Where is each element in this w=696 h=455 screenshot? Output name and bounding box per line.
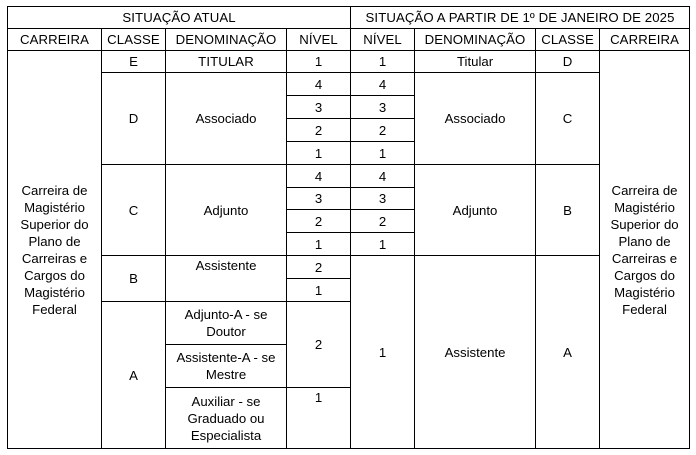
current-level-adjunto-1: 1 — [287, 233, 351, 256]
current-level-associado-2: 2 — [287, 119, 351, 142]
new-class-b: B — [536, 165, 600, 256]
new-level-associado-1: 1 — [351, 142, 415, 165]
new-level-associado-2: 2 — [351, 119, 415, 142]
career-transition-document — [7, 6, 689, 449]
current-level-associado-1: 1 — [287, 142, 351, 165]
header-denominacao-left: DENOMINAÇÃO — [166, 29, 287, 51]
new-level-associado-4: 4 — [351, 73, 415, 96]
current-level-a-2: 2 — [287, 302, 351, 388]
new-level-adjunto-2: 2 — [351, 210, 415, 233]
current-level-adjunto-3: 3 — [287, 188, 351, 210]
current-level-adjunto-2: 2 — [287, 210, 351, 233]
current-level-titular: 1 — [287, 51, 351, 73]
current-class-b: B — [102, 256, 166, 302]
current-level-assistente-1: 1 — [287, 279, 351, 302]
new-level-adjunto-1: 1 — [351, 233, 415, 256]
carreira-left-cell: Carreira de Magistério Superior do Plano de Carreiras e Cargos do Magistério Federal — [8, 51, 102, 449]
career-transition-table — [7, 6, 690, 449]
current-level-adjunto-4: 4 — [287, 165, 351, 188]
new-level-titular: 1 — [351, 51, 415, 73]
current-denom-assistente: Assistente — [166, 256, 287, 302]
current-level-associado-3: 3 — [287, 96, 351, 119]
carreira-right-cell: Carreira de Magistério Superior do Plano de Carreiras e Cargos do Magistério Federal — [600, 51, 690, 449]
table-row — [8, 256, 690, 279]
header-nivel-right: NÍVEL — [351, 29, 415, 51]
group-header-row — [8, 7, 690, 29]
column-header-row — [8, 29, 690, 51]
new-class-d-titular: D — [536, 51, 600, 73]
current-level-a-1: 1 — [287, 388, 351, 449]
current-class-e: E — [102, 51, 166, 73]
header-carreira-left: CARREIRA — [8, 29, 102, 51]
current-denom-adjunto-a: Adjunto-A - se Doutor — [166, 302, 287, 345]
current-class-a: A — [102, 302, 166, 449]
header-denominacao-right: DENOMINAÇÃO — [415, 29, 536, 51]
current-denom-adjunto: Adjunto — [166, 165, 287, 256]
current-class-c: C — [102, 165, 166, 256]
new-denom-associado: Associado — [415, 73, 536, 165]
current-situation-header: SITUAÇÃO ATUAL — [8, 7, 351, 29]
current-denom-associado: Associado — [166, 73, 287, 165]
table-row — [8, 165, 690, 188]
new-class-a: A — [536, 256, 600, 449]
new-level-adjunto-4: 4 — [351, 165, 415, 188]
header-classe-right: CLASSE — [536, 29, 600, 51]
header-carreira-right: CARREIRA — [600, 29, 690, 51]
new-level-adjunto-3: 3 — [351, 188, 415, 210]
new-situation-header: SITUAÇÃO A PARTIR DE 1º DE JANEIRO DE 2025 — [351, 7, 690, 29]
table-row — [8, 73, 690, 96]
current-denom-assistente-a: Assistente-A - se Mestre — [166, 345, 287, 388]
current-level-assistente-2: 2 — [287, 256, 351, 279]
table-row — [8, 51, 690, 73]
current-denom-auxiliar: Auxiliar - se Graduado ou Especialista — [166, 388, 287, 449]
new-level-assistente: 1 — [351, 256, 415, 449]
current-level-associado-4: 4 — [287, 73, 351, 96]
new-class-c: C — [536, 73, 600, 165]
new-level-associado-3: 3 — [351, 96, 415, 119]
header-classe-left: CLASSE — [102, 29, 166, 51]
new-denom-assistente: Assistente — [415, 256, 536, 449]
header-nivel-left: NÍVEL — [287, 29, 351, 51]
current-denom-titular: TITULAR — [166, 51, 287, 73]
new-denom-adjunto: Adjunto — [415, 165, 536, 256]
current-class-d: D — [102, 73, 166, 165]
new-denom-titular: Titular — [415, 51, 536, 73]
